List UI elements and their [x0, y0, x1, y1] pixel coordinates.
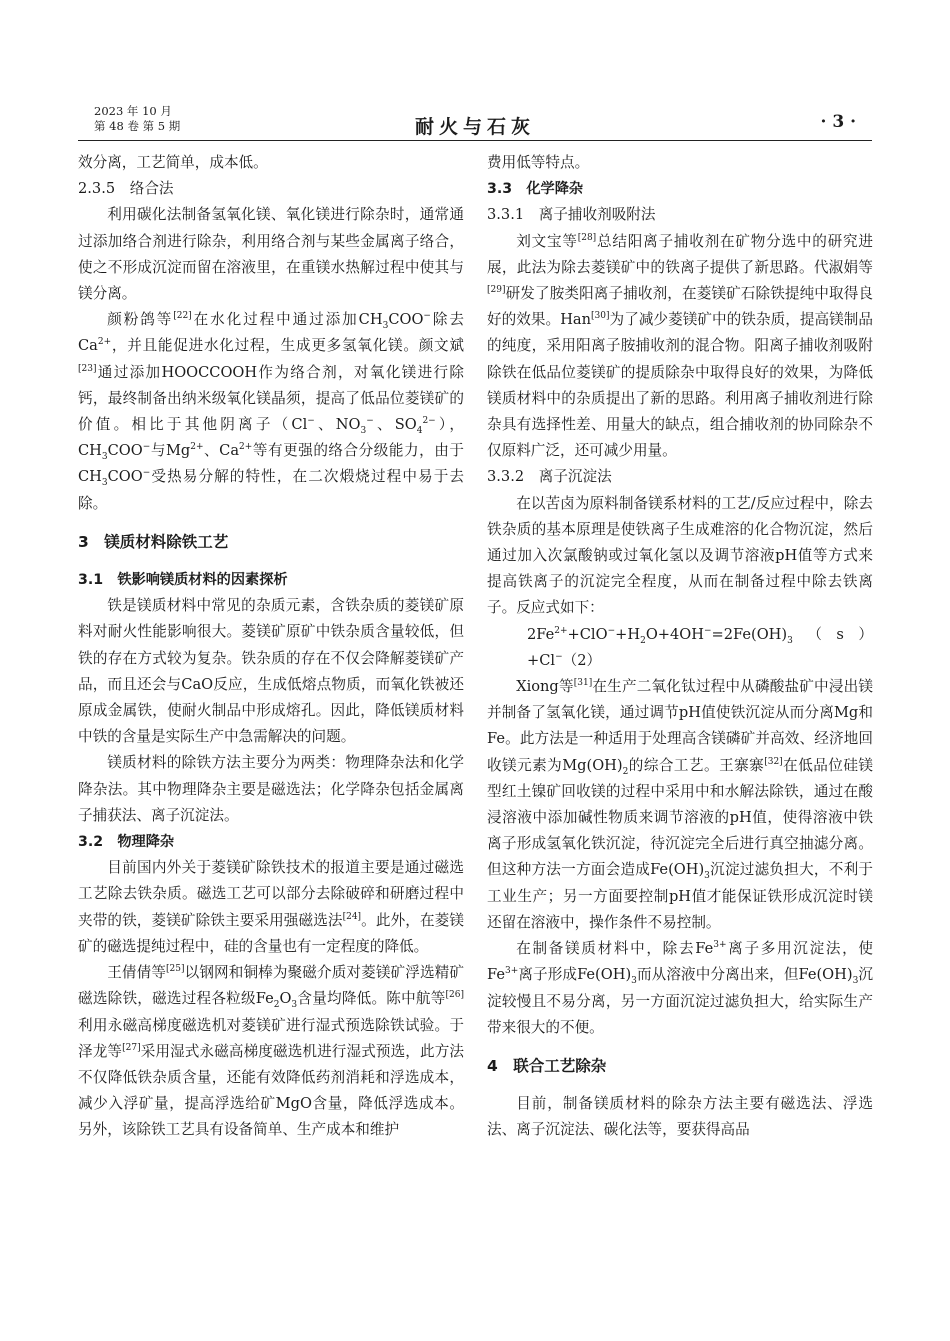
- right-column: [487, 150, 873, 1144]
- journal-title: 耐火与石灰: [414, 116, 535, 138]
- paragraph: 效分离，工艺简单，成本低。: [78, 154, 268, 171]
- paragraph: Xiong等[31]在生产二氧化钛过程中从磷酸盐矿中浸出镁并制备了氢氧化镁，通过调节pH值使铁沉淀从而分离Mg和Fe。此方法是一种适用于处理高含镁磷矿并高效、经济地回收镁元素为$Mg(OH)_2$的综合工艺。王寨寨[32]在低品位硅镁型红土镍矿回收镁的过程中采用中和水解法除铁，通过在酸浸溶液中添加碱性物质来调节溶液的pH值，使得溶液中铁离子形成氢氧化铁沉淀，待沉淀完全后进行真空抽滤分离。但这种方法一方面会造成$Fe(OH)_3$沉淀过滤负担大，不利于工业生产；另一方面要控制pH值才能保证铁形成沉淀时镁还留在溶液中，操作条件不易控制。: [487, 678, 873, 931]
- paragraph: 在制备镁质材料中，除去$Fe^{3+}$离子多用沉淀法，使$Fe^{3+}$离子形成$Fe(OH)_3$而从溶液中分离出来，但$Fe(OH)_3$沉淀较慢且不易分离，另一方面沉淀过滤负担大，给实际生产带来很大的不便。: [487, 940, 873, 1036]
- header-rule: [78, 140, 872, 141]
- subsection-heading-3-3-2: 3.3.2 离子沉淀法: [487, 468, 612, 486]
- subsection-heading-2-3-5: 2.3.5 络合法: [78, 180, 174, 198]
- paragraph: 目前国内外关于菱镁矿除铁技术的报道主要是通过磁选工艺除去铁杂质。磁选工艺可以部分去除破碎和研磨过程中夹带的铁，菱镁矿除铁主要采用强磁选法[24]。此外，在菱镁矿的磁选提纯过程中，硅的含量也有一定程度的降低。: [78, 859, 464, 955]
- section-heading-4: 4 联合工艺除杂: [487, 1056, 607, 1075]
- page-number: · 3 ·: [820, 112, 856, 132]
- left-column: [78, 150, 464, 1144]
- section-heading-3: 3 镁质材料除铁工艺: [78, 532, 229, 551]
- section-heading-3-3: 3.3 化学降杂: [487, 181, 584, 198]
- paragraph: 利用碳化法制备氢氧化镁、氧化镁进行除杂时，通常通过添加络合剂进行除杂，利用络合剂与某些金属离子络合，使之不形成沉淀而留在溶液里，在重镁水热解过程中使其与镁分离。: [78, 206, 464, 303]
- subsection-heading-3-3-1: 3.3.1 离子捕收剂吸附法: [487, 206, 656, 224]
- paragraph: 在以苦卤为原料制备镁系材料的工艺/反应过程中，除去铁杂质的基本原理是使铁离子生成难溶的化合物沉淀，然后通过加入次氯酸钠或过氧化氢以及调节溶液pH值等方式来提高铁离子的沉淀完全程度，从而在制备过程中除去铁离子。反应式如下：: [487, 494, 873, 617]
- paragraph: 目前，制备镁质材料的除杂方法主要有磁选法、浮选法、离子沉淀法、碳化法等，要获得高品: [487, 1095, 873, 1139]
- section-heading-3-1: 3.1 铁影响镁质材料的因素探析: [78, 572, 288, 589]
- paragraph: 颜粉鸽等[22]在水化过程中通过添加$CH_3COO^-$除去$Ca^{2+}$，并且能促进水化过程，生成更多氢氧化镁。颜文斌[23]通过添加HOOCCOOH作为络合剂，对氧化镁进行除钙，最终制备出纳米级氧化镁晶须，提高了低品位菱镁矿的价值。相比于其他阴离子（Cl−、$NO_3^-$、$SO_4^{2-}$），$CH_3COO^-$与$Mg^{2+}$、$Ca^{2+}$等有更强的络合分级能力，由于$CH_3COO^-$受热易分解的特性，在二次煅烧过程中易于去除。: [78, 311, 465, 512]
- paragraph: 王倩倩等[25]以钢网和铜棒为聚磁介质对菱镁矿浮选精矿磁选除铁，磁选过程各粒级$Fe_2O_3$含量均降低。陈中航等[26]利用永磁高梯度磁选机对菱镁矿进行湿式预选除铁试验。于泽龙等[27]采用湿式永磁高梯度磁选机进行湿式预选，此方法不仅降低铁杂质含量，还能有效降低药剂消耗和浮选成本，减少入浮矿量，提高浮选给矿MgO含量，降低浮选成本。另外，该除铁工艺具有设备简单、生产成本和维护: [78, 964, 464, 1139]
- paragraph: 费用低等特点。: [487, 154, 590, 171]
- paragraph: 铁是镁质材料中常见的杂质元素，含铁杂质的菱镁矿原料对耐火性能影响很大。菱镁矿原矿中铁杂质含量较低，但铁的存在方式较为复杂。铁杂质的存在不仅会降解菱镁矿产品，而且还会与CaO反应，生成低熔点物质，而氧化铁被还原成金属铁，使耐火制品中形成熔孔。因此，降低镁质材料中铁的含量是实际生产中急需解决的问题。: [78, 597, 464, 746]
- section-heading-3-2: 3.2 物理降杂: [78, 834, 175, 851]
- equation-2: $2Fe^{2+}+ClO^-+H_2O+4OH^-=2Fe(OH)_3(s)+Cl^-(2)$: [527, 625, 873, 669]
- paragraph: 刘文宝等[28]总结阳离子捕收剂在矿物分选中的研究进展，此法为除去菱镁矿中的铁离子提供了新思路。代淑娟等[29]研发了胺类阳离子捕收剂，在菱镁矿石除铁提纯中取得良好的效果。Han[30]为了减少菱镁矿中的铁杂质，提高镁制品的纯度，采用阳离子胺捕收剂的混合物。阳离子捕收剂吸附除铁在低品位菱镁矿的提质除杂中取得良好的效果，为降低镁质材料中的杂质提出了新的思路。利用离子捕收剂进行除杂具有选择性差、用量大的缺点，组合捕收剂的协同除杂不仅原料广泛，还可减少用量。: [487, 232, 873, 460]
- issue-date: 2023 年 10 月: [94, 104, 172, 118]
- paragraph: 镁质材料的除铁方法主要分为两类：物理降杂法和化学降杂法。其中物理降杂主要是磁选法；化学降杂包括金属离子捕获法、离子沉淀法。: [78, 754, 464, 824]
- issue-volume: 第 48 卷 第 5 期: [94, 119, 181, 133]
